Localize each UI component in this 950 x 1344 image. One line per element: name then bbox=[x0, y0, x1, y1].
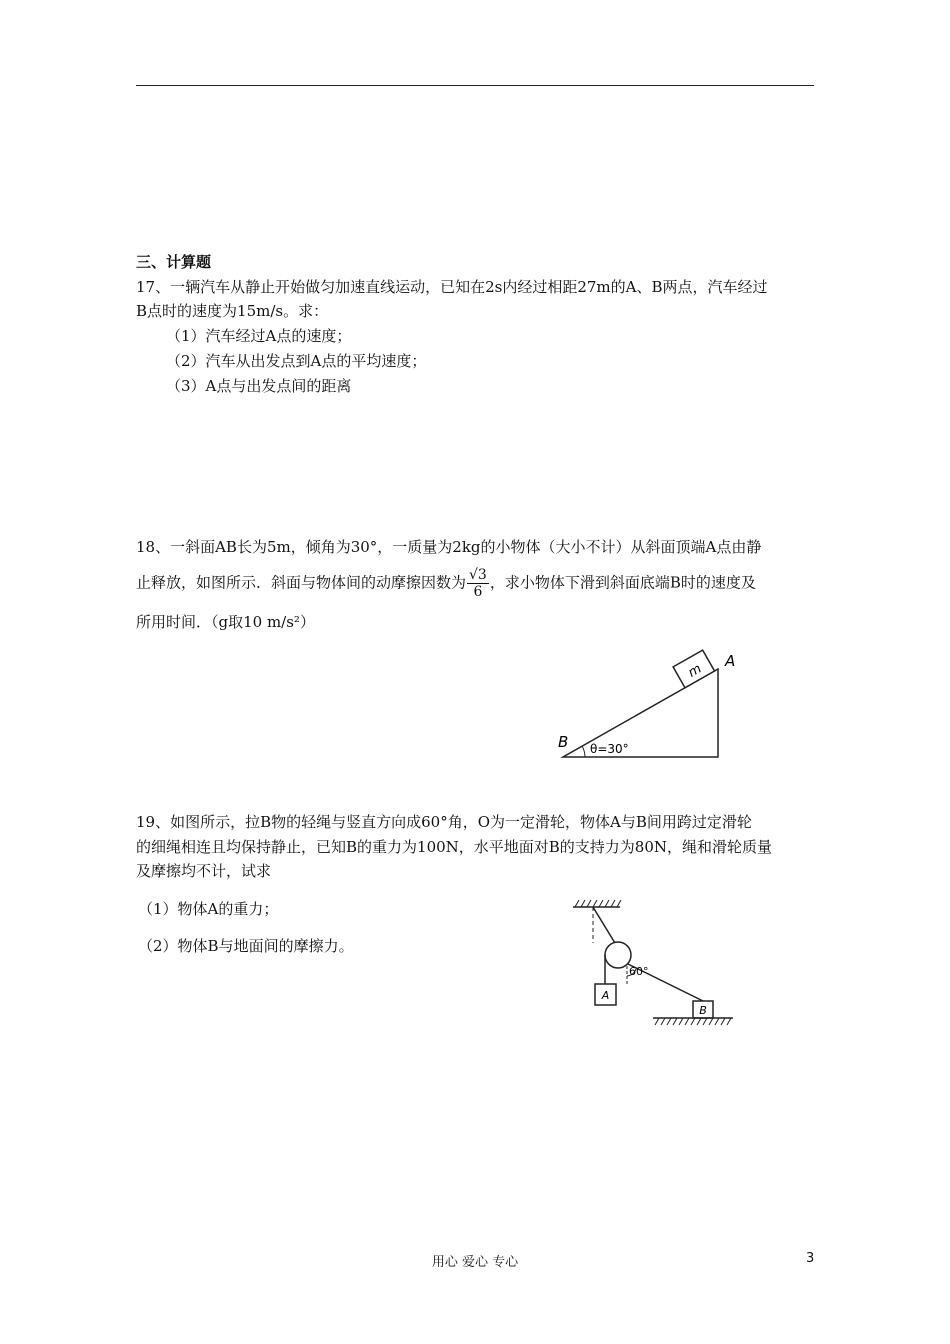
section-heading: 三、计算题 bbox=[136, 253, 212, 271]
fraction-denominator: 6 bbox=[467, 583, 489, 600]
q18-text-line-2 bbox=[136, 567, 756, 600]
q18-line-2-pre: 止释放，如图所示．斜面与物体间的动摩擦因数为 bbox=[136, 573, 467, 592]
q17-text-line-1: 17、一辆汽车从静止开始做匀加速直线运动，已知在2s内经过相距27m的A、B两点，汽车经过 bbox=[136, 278, 768, 296]
bottom-point-label: B bbox=[558, 733, 569, 751]
q18-text-line-1: 18、一斜面AB长为5m，倾角为30°，一质量为2kg的小物体（大小不计）从斜面顶端A点由静 bbox=[136, 538, 762, 556]
q19-text-line-2: 的细绳相连且均保持静止，已知B的重力为100N，水平地面对B的支持力为80N，绳和滑轮质量 bbox=[136, 838, 773, 856]
ceiling-hatch bbox=[575, 900, 621, 907]
block-a-label: A bbox=[601, 989, 610, 1002]
q19-text-line-1: 19、如图所示，拉B物的轻绳与竖直方向成60°角，O为一定滑轮，物体A与B间用跨过定滑轮 bbox=[136, 813, 752, 831]
angle-label: θ=30° bbox=[590, 742, 629, 756]
friction-fraction bbox=[467, 567, 489, 600]
incline-diagram bbox=[555, 640, 755, 765]
mass-label: m bbox=[685, 661, 705, 681]
ground-hatch bbox=[655, 1018, 731, 1025]
header-rule bbox=[136, 85, 814, 86]
q17-text-line-2: B点时的速度为15m/s。求： bbox=[136, 302, 329, 320]
q19-part-1: （1）物体A的重力； bbox=[138, 900, 279, 918]
page-number: 3 bbox=[806, 1251, 815, 1266]
angle-label-60: 60° bbox=[629, 965, 649, 978]
page-footer: 用心 爱心 专心 bbox=[431, 1255, 519, 1270]
q17-part-1: （1）汽车经过A点的速度； bbox=[166, 327, 352, 345]
q17-part-3: （3）A点与出发点间的距离 bbox=[166, 377, 352, 395]
block-b-label: B bbox=[699, 1004, 707, 1017]
q18-line-2-post: ，求小物体下滑到斜面底端B时的速度及 bbox=[489, 573, 756, 592]
pulley-wheel bbox=[605, 942, 631, 968]
q19-text-line-3: 及摩擦均不计，试求 bbox=[136, 862, 272, 880]
top-point-label: A bbox=[725, 652, 736, 670]
fraction-numerator: √3 bbox=[469, 567, 487, 583]
q18-text-line-3: 所用时间．（g取10 m/s²） bbox=[136, 613, 315, 631]
pulley-diagram bbox=[565, 898, 740, 1030]
q17-part-2: （2）汽车从出发点到A点的平均速度； bbox=[166, 352, 427, 370]
q19-part-2: （2）物体B与地面间的摩擦力。 bbox=[138, 937, 354, 955]
angle-arc bbox=[582, 746, 585, 757]
